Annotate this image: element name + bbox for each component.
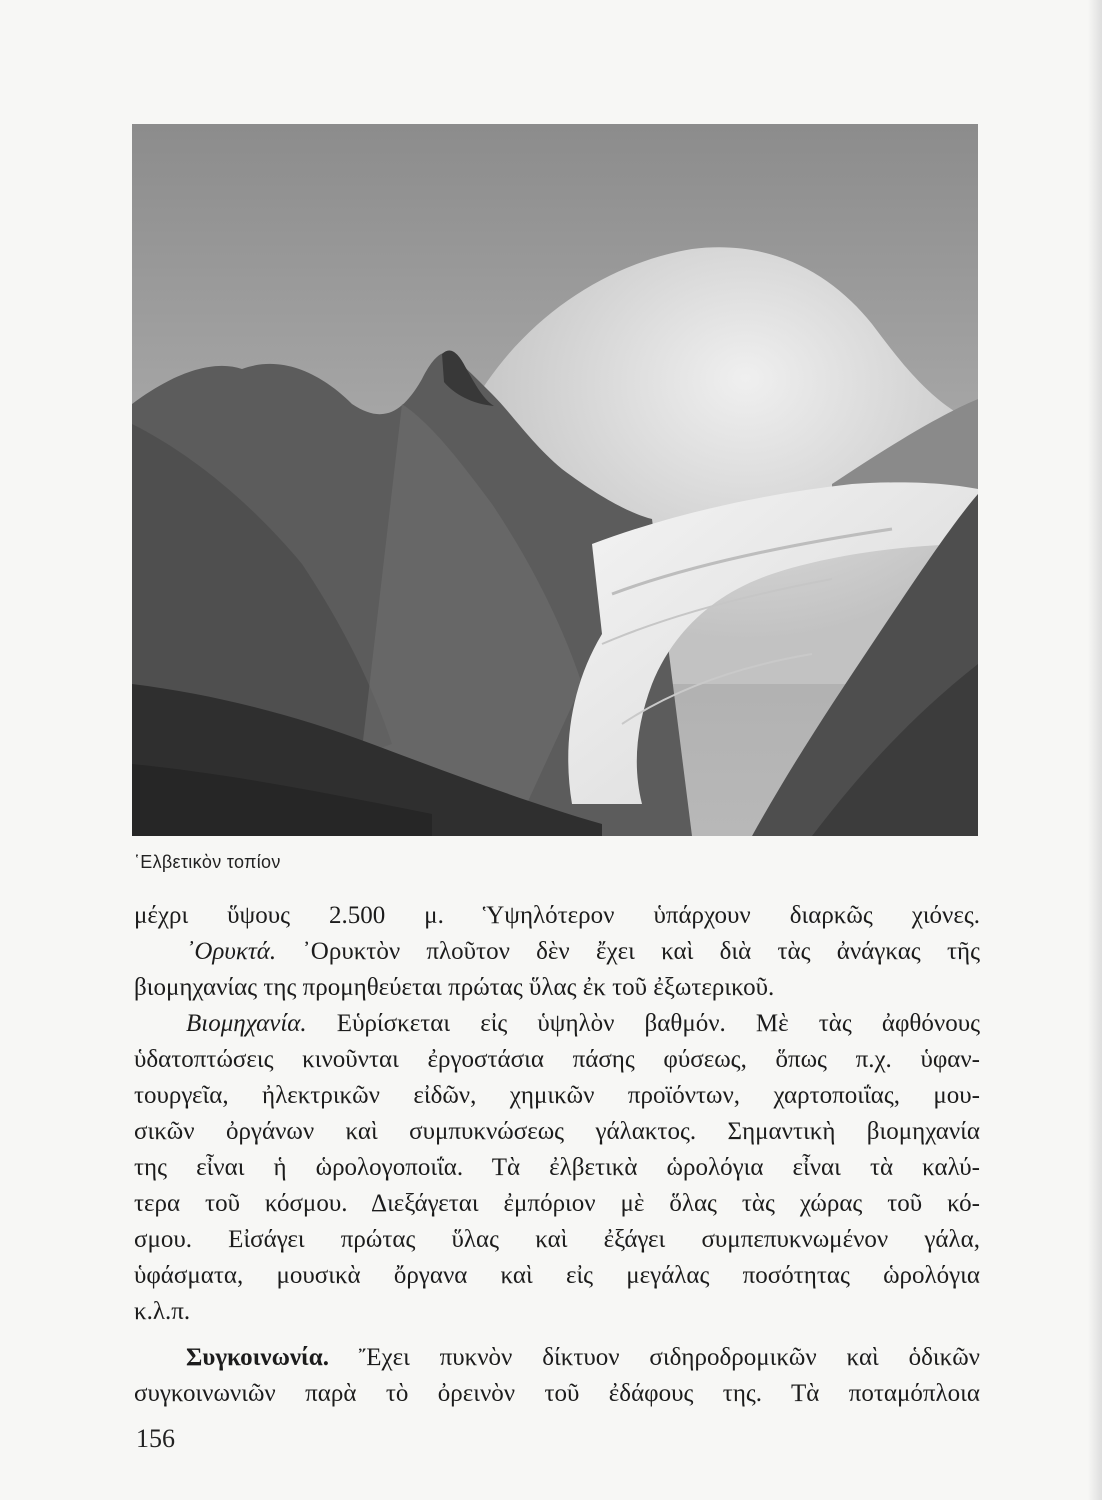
section-heading-industry: Βιομηχανία. [186, 1010, 307, 1037]
figure-caption: ῾Ελβετικὸν τοπίον [134, 852, 281, 872]
text-line: τουργεῖα, ἠλεκτρικῶν εἰδῶν, χημικῶν προϊόντων, χαρτοποιΐας, μου- [134, 1082, 980, 1109]
page-number: 156 [136, 1424, 175, 1453]
text-line: ὑδατοπτώσεις κινοῦνται ἐργοστάσια πάσης φύσεως, ὅπως π.χ. ὑφαν- [134, 1046, 980, 1073]
text-line: συγκοινωνιῶν παρὰ τὸ ὀρεινὸν τοῦ ἐδάφους της. Τὰ ποταμόπλοια [134, 1380, 980, 1407]
text-line: τερα τοῦ κόσμου. Διεξάγεται ἐμπόριον μὲ ὅλας τὰς χώρας τοῦ κό- [134, 1190, 980, 1217]
text-line: ᾿Ορυκτά. ᾿Ορυκτὸν πλοῦτον δὲν ἔχει καὶ διὰ τὰς ἀνάγκας τῆς [186, 938, 980, 965]
text-line: ὑφάσματα, μουσικὰ ὄργανα καὶ εἰς μεγάλας ποσότητας ὡρολόγια [134, 1262, 980, 1289]
text-line: σμου. Εἰσάγει πρώτας ὕλας καὶ ἐξάγει συμπεπυκνωμένον γάλα, [134, 1226, 980, 1253]
text-line: σικῶν ὀργάνων καὶ συμπυκνώσεως γάλακτος. Σημαντικὴ βιομηχανία [134, 1118, 980, 1145]
text-line: Βιομηχανία. Εὑρίσκεται εἰς ὑψηλὸν βαθμόν. Μὲ τὰς ἀφθόνους [186, 1010, 980, 1037]
text-line: κ.λ.π. [134, 1298, 191, 1325]
alpine-glacier-landscape-photo-icon [132, 124, 978, 836]
landscape-photo [132, 124, 978, 836]
text-line: βιομηχανίας της προμηθεύεται πρώτας ὕλας ἐκ τοῦ ἐξωτερικοῦ. [134, 974, 775, 1001]
section-heading-communication: Συγκοινωνία. [186, 1344, 329, 1371]
text-line: της εἶναι ἡ ὡρολογοποιΐα. Τὰ ἐλβετικὰ ὡρολόγια εἶναι τὰ καλύ- [134, 1154, 980, 1181]
page-edge-shadow [1088, 0, 1102, 1500]
text-line: Συγκοινωνία. Ἔχει πυκνὸν δίκτυον σιδηροδρομικῶν καὶ ὁδικῶν [186, 1344, 980, 1371]
section-heading-minerals: ᾿Ορυκτά. [186, 938, 277, 965]
body-text [134, 898, 980, 1412]
text-line: μέχρι ὕψους 2.500 μ. Ὑψηλότερον ὑπάρχουν διαρκῶς χιόνες. [134, 902, 980, 929]
